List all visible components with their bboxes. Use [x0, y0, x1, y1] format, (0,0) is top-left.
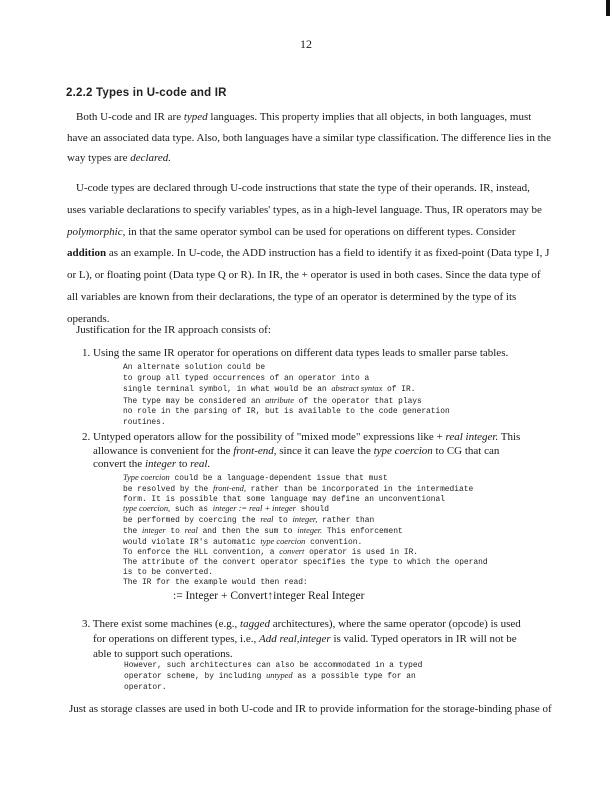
text-segment: Justification for the IR approach consists of: — [76, 324, 271, 336]
emphasized-text: integer — [144, 458, 177, 470]
emphasized-text: polymorphic, — [67, 225, 126, 238]
text-line — [123, 578, 488, 588]
paragraph-type-declarations — [67, 178, 549, 331]
text-segment: operator scheme, by including — [124, 672, 267, 682]
text-segment: for operations on different types, i.e., — [93, 633, 259, 645]
emphasized-text: integer, — [292, 515, 318, 524]
text-segment: operator is used in IR. — [304, 548, 419, 558]
text-segment: 1. Using the same IR operator for operations on different data types leads to smaller parse tables. — [82, 347, 509, 359]
text-segment: operands. — [67, 312, 110, 325]
emphasized-text: untyped — [266, 671, 293, 681]
text-line — [123, 547, 488, 558]
text-segment: operator. — [124, 682, 167, 692]
text-line — [123, 537, 488, 548]
text-line — [123, 407, 450, 418]
text-segment: is valid. Typed operators in IR will not be — [330, 633, 517, 645]
text-segment: such as — [170, 505, 213, 515]
text-line — [67, 287, 549, 309]
text-segment: and then the sum to — [197, 526, 298, 536]
text-line — [82, 431, 520, 445]
emphasized-text: real — [260, 515, 274, 524]
text-line — [69, 703, 552, 715]
scan-edge-mark — [606, 0, 610, 16]
text-line — [123, 526, 488, 537]
text-line — [123, 568, 488, 578]
text-segment: Just as storage classes are used in both U-code and IR to provide information for the storage-binding phase of — [69, 703, 552, 715]
text-line — [123, 495, 488, 505]
emphasized-text: front-end, — [212, 483, 246, 493]
text-line — [82, 347, 508, 359]
emphasized-text: abstract syntax — [331, 384, 383, 393]
text-segment: rather than be incorporated in the intermediate — [245, 484, 474, 494]
text-segment: be resolved by the — [123, 484, 213, 494]
text-segment: would violate IR's automatic — [123, 537, 261, 547]
text-line — [67, 200, 549, 222]
list-item-2-note — [123, 473, 488, 587]
text-segment: no role in the parsing of IR, but is available to the code generation — [123, 407, 450, 416]
emphasized-text: Type coercion — [123, 473, 170, 482]
text-segment: or L), or floating point (Data type Q or R). In IR, the + operator is used in both cases. Since the data type of — [67, 269, 541, 282]
list-item-3-note — [124, 661, 422, 693]
text-segment: This enforcement — [322, 526, 403, 536]
text-segment: single terminal symbol, in what would be an — [123, 385, 332, 394]
text-segment: way types are — [67, 152, 131, 165]
text-segment: Both U-code and IR are — [76, 111, 184, 123]
text-segment: The type may be considered an — [123, 396, 266, 406]
text-line — [124, 661, 422, 671]
emphasized-text: front-end, — [233, 444, 277, 457]
text-segment: An alternate solution could be — [123, 363, 266, 372]
text-line — [82, 617, 521, 632]
text-segment: to — [165, 526, 185, 536]
text-line — [82, 647, 521, 662]
text-line — [76, 324, 271, 336]
text-segment: U-code types are declared through U-code instructions that state the type of their operands. IR, instead, — [76, 182, 530, 194]
text-line — [123, 515, 488, 526]
text-segment: This — [498, 431, 521, 443]
text-segment: convert the — [93, 458, 145, 470]
text-segment: The attribute of the convert operator specifies the type to which the operand — [123, 558, 488, 567]
emphasized-text: real — [184, 525, 198, 535]
text-segment: since it can leave the — [276, 444, 374, 457]
text-segment: all variables are known from their declarations, the type of an operator is determined by the type of its — [67, 290, 517, 303]
text-segment: routines. — [123, 417, 166, 427]
text-segment: be performed by coercing the — [123, 516, 261, 525]
text-line — [123, 363, 450, 374]
emphasized-text: type coercion — [260, 536, 306, 546]
section-heading: 2.2.2 Types in U-code and IR — [66, 87, 227, 99]
emphasized-text: type coercion, — [123, 504, 171, 514]
text-segment: 2. Untyped operators allow for the possibility of "mixed mode" expressions like + — [82, 431, 446, 443]
text-line — [123, 374, 450, 385]
text-segment: as a possible type for an — [292, 672, 416, 682]
emphasized-text: integer. — [297, 525, 323, 535]
justification-intro — [76, 324, 271, 336]
text-segment: to — [273, 516, 293, 525]
text-line — [82, 458, 520, 472]
text-line — [82, 445, 520, 459]
list-item-1 — [82, 347, 508, 359]
emphasized-text: tagged — [240, 618, 270, 630]
text-segment: could be a language-dependent issue that must — [169, 474, 388, 483]
text-line — [67, 178, 549, 200]
text-segment: should — [295, 505, 330, 515]
text-segment: of IR. — [382, 385, 416, 394]
text-line — [67, 128, 551, 149]
text-segment: to — [176, 458, 191, 470]
text-segment: uses variable declarations to specify variables' types, as in a high-level language. Thus, IR operators may be — [67, 203, 542, 216]
text-segment: The IR for the example would then read: — [123, 577, 308, 587]
emphasized-text: convert — [279, 547, 305, 557]
text-segment: as an example. In U-code, the ADD instruction has a field to identify it as fixed-point (Data type I, J — [106, 247, 550, 260]
text-line — [82, 632, 521, 647]
emphasized-text: Add real,integer — [258, 633, 331, 645]
text-segment: to group all typed occurrences of an operator into a — [123, 373, 370, 383]
text-line — [124, 683, 422, 693]
text-line — [67, 265, 549, 287]
bold-text: addition — [67, 247, 107, 260]
text-segment: to CG that can — [432, 444, 500, 457]
text-line — [123, 504, 488, 515]
text-line — [67, 243, 549, 265]
text-segment: of the operator that plays — [293, 396, 422, 406]
text-segment: is to be converted. — [123, 567, 213, 577]
text-segment: rather than — [317, 516, 375, 525]
text-line — [123, 396, 450, 408]
text-line — [123, 384, 450, 396]
text-line — [123, 418, 450, 429]
emphasized-text: integer — [141, 525, 166, 535]
text-segment: architectures), where the same operator (opcode) is used — [269, 618, 521, 630]
text-segment: languages. This property implies that all objects, in both languages, must — [207, 111, 532, 123]
text-segment: To enforce the HLL convention, a — [123, 548, 280, 558]
text-segment: in that the same operator symbol can be used for operations on different types. Consider — [125, 225, 516, 238]
text-line — [124, 671, 422, 682]
text-segment: have an associated data type. Also, both languages have a similar type classification. The difference lies in the — [67, 131, 552, 144]
list-item-2 — [82, 431, 520, 472]
ir-formula: := Integer + Convert↑integer Real Integer — [173, 590, 365, 602]
text-segment: form. It is possible that some language may define an unconventional — [123, 494, 445, 504]
text-segment: able to support such operations. — [93, 648, 233, 660]
text-segment: 3. There exist some machines (e.g., — [82, 618, 241, 630]
emphasized-text: declared. — [130, 152, 172, 165]
emphasized-text: real integer. — [445, 431, 499, 443]
paragraph-storage-classes — [69, 703, 552, 715]
emphasized-text: integer := real + integer — [212, 504, 296, 514]
text-segment: However, such architectures can also be accommodated in a typed — [124, 661, 423, 670]
paragraph-types-intro — [67, 107, 551, 169]
text-line — [67, 107, 551, 128]
text-segment: convention. — [305, 537, 363, 547]
emphasized-text: real. — [190, 458, 211, 470]
page-number: 12 — [300, 37, 312, 51]
text-line — [123, 473, 488, 484]
emphasized-text: attribute — [265, 395, 294, 405]
text-segment: the — [123, 526, 142, 536]
text-line — [123, 484, 488, 495]
emphasized-text: type coercion — [373, 444, 433, 457]
text-line — [67, 148, 551, 169]
text-segment: allowance is convenient for the — [93, 444, 234, 457]
emphasized-text: typed — [183, 111, 208, 123]
text-line — [67, 222, 549, 244]
list-item-3 — [82, 617, 521, 662]
list-item-1-note — [123, 363, 450, 428]
text-line — [123, 558, 488, 568]
